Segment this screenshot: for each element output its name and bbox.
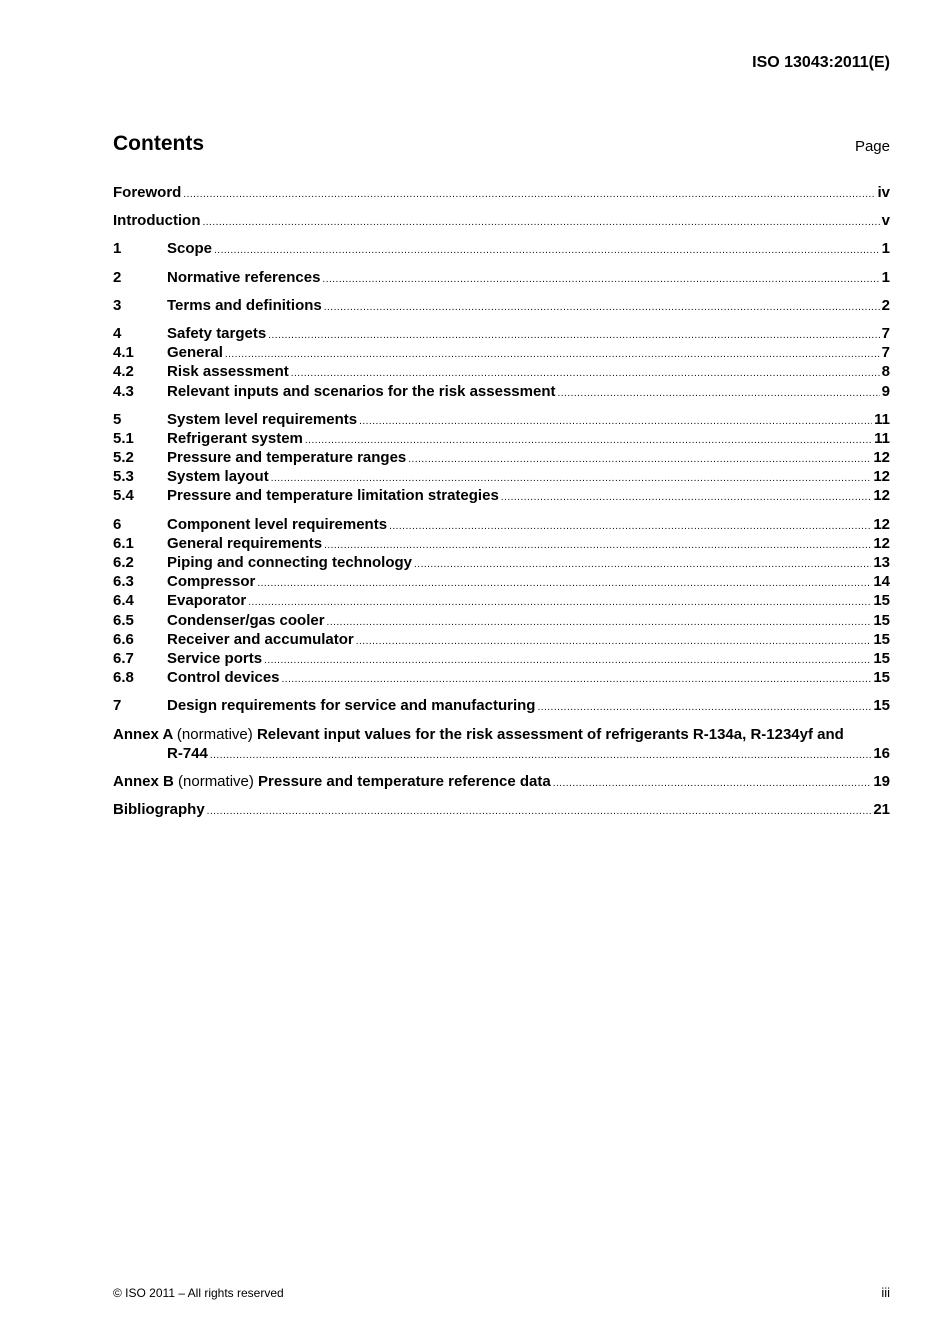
toc-entry-bibliography[interactable] <box>113 800 890 819</box>
toc-entry-page: 12 <box>873 449 890 467</box>
toc-entry-page: v <box>881 212 890 230</box>
toc-entry-page: 9 <box>881 382 890 400</box>
toc-entry-title: Component level requirements <box>167 515 388 533</box>
toc-entry-page: 16 <box>873 744 890 762</box>
annex-b-heading <box>113 772 551 791</box>
toc-entry-6-3[interactable] <box>113 572 890 591</box>
dot-leader <box>322 270 879 289</box>
table-of-contents <box>113 183 890 819</box>
contents-title: Contents <box>113 132 204 155</box>
annex-title: Pressure and temperature reference data <box>258 772 551 790</box>
toc-entry-page: 14 <box>873 573 890 591</box>
toc-entry-page: 15 <box>873 630 890 648</box>
dot-leader <box>257 574 871 593</box>
toc-entry-number: 5 <box>113 410 122 428</box>
toc-entry-title: Pressure and temperature limitation strategies <box>167 487 499 505</box>
toc-entry-6-1[interactable] <box>113 534 890 553</box>
dot-leader <box>225 345 880 364</box>
toc-entry-title: Risk assessment <box>167 363 289 381</box>
toc-entry-page: 15 <box>873 697 890 715</box>
toc-entry-title: Relevant inputs and scenarios for the risk assessment <box>167 382 556 400</box>
toc-entry-number: 6.1 <box>113 534 134 552</box>
dot-leader <box>264 651 871 670</box>
copyright-notice: © ISO 2011 – All rights reserved <box>113 1286 284 1300</box>
toc-entry-title: Design requirements for service and manufacturing <box>167 697 536 715</box>
toc-entry-number: 6.2 <box>113 554 134 571</box>
dot-leader <box>408 450 871 469</box>
dot-leader <box>248 593 871 612</box>
toc-entry-number: 6.7 <box>113 649 134 667</box>
dot-leader <box>202 213 879 232</box>
toc-entry-title: Safety targets <box>167 324 267 342</box>
dot-leader <box>359 412 872 431</box>
toc-entry-page: 7 <box>881 344 890 362</box>
toc-entry-6[interactable] <box>113 515 890 534</box>
toc-entry-number: 5.3 <box>113 468 134 486</box>
toc-entry-page: 11 <box>874 429 890 447</box>
toc-entry-title: Service ports <box>167 649 263 667</box>
toc-entry-number: 6.6 <box>113 630 134 648</box>
toc-entry-number: 6.3 <box>113 573 134 591</box>
toc-entry-4-3[interactable] <box>113 382 890 401</box>
annex-label: Annex A <box>113 725 173 743</box>
toc-entry-number: 3 <box>113 296 122 314</box>
toc-entry-number: 5.2 <box>113 449 134 467</box>
toc-entry-page: 19 <box>873 772 890 790</box>
toc-entry-page: 12 <box>873 534 890 552</box>
toc-entry-title: Control devices <box>167 669 280 687</box>
toc-entry-6-4[interactable] <box>113 591 890 610</box>
toc-entry-number: 5.4 <box>113 487 134 505</box>
toc-entry-7[interactable] <box>113 696 890 715</box>
toc-entry-number: 4.1 <box>113 344 134 362</box>
dot-leader <box>356 632 872 651</box>
toc-entry-number: 6.8 <box>113 669 134 687</box>
dot-leader <box>214 241 880 260</box>
toc-entry-4-2[interactable] <box>113 362 890 381</box>
toc-entry-number: 4.3 <box>113 382 134 400</box>
toc-entry-annex-b[interactable] <box>113 772 890 791</box>
annex-type: (normative) <box>176 725 253 743</box>
toc-entry-title: System layout <box>167 468 269 486</box>
toc-entry-5[interactable] <box>113 410 890 429</box>
toc-entry-page: iv <box>877 184 890 201</box>
toc-entry-title: Scope <box>167 240 213 258</box>
toc-entry-page: 2 <box>881 296 890 314</box>
toc-entry-number: 6.5 <box>113 611 134 629</box>
toc-entry-5-1[interactable] <box>113 429 890 448</box>
dot-leader <box>414 555 871 574</box>
toc-entry-number: 6 <box>113 515 122 533</box>
toc-entry-page: 7 <box>881 324 890 342</box>
toc-entry-title: Condenser/gas cooler <box>167 611 325 629</box>
toc-entry-title: Pressure and temperature ranges <box>167 449 407 467</box>
toc-entry-4-1[interactable] <box>113 343 890 362</box>
dot-leader <box>553 774 872 793</box>
toc-entry-title: Evaporator <box>167 592 247 610</box>
toc-entry-title: Bibliography <box>113 801 205 819</box>
page-number: iii <box>881 1285 890 1300</box>
toc-entry-5-2[interactable] <box>113 448 890 467</box>
toc-entry-page: 8 <box>881 363 890 381</box>
toc-entry-number: 2 <box>113 268 122 286</box>
toc-entry-title: Terms and definitions <box>167 296 322 314</box>
dot-leader <box>207 802 872 821</box>
toc-entry-title: Introduction <box>113 212 201 230</box>
toc-entry-page: 12 <box>873 468 890 486</box>
toc-entry-title: Foreword <box>113 184 182 201</box>
dot-leader <box>183 185 875 204</box>
annex-label: Annex B <box>113 772 174 790</box>
toc-entry-page: 13 <box>873 554 890 571</box>
toc-entry-page: 1 <box>881 240 890 258</box>
toc-entry-2[interactable] <box>113 268 890 287</box>
toc-entry-title: System level requirements <box>167 410 358 428</box>
toc-entry-1[interactable] <box>113 239 890 258</box>
toc-entry-annex-a[interactable] <box>113 725 890 763</box>
annex-title-continued: R-744 <box>167 744 208 762</box>
toc-entry-6-7[interactable] <box>113 649 890 668</box>
toc-entry-6-8[interactable] <box>113 668 890 687</box>
toc-entry-number: 4 <box>113 324 122 342</box>
toc-entry-number: 4.2 <box>113 363 134 381</box>
toc-entry-title: Compressor <box>167 573 256 591</box>
page-column-label: Page <box>854 138 890 155</box>
toc-entry-6-5[interactable] <box>113 611 890 630</box>
toc-entry-title: General requirements <box>167 534 323 552</box>
toc-entry-number: 6.4 <box>113 592 134 610</box>
toc-entry-5-3[interactable] <box>113 467 890 486</box>
toc-entry-title: Normative references <box>167 268 321 286</box>
toc-entry-introduction[interactable] <box>113 211 890 230</box>
dot-leader <box>268 326 879 345</box>
toc-entry-page: 21 <box>873 801 890 819</box>
toc-entry-6-2[interactable] <box>113 553 890 572</box>
dot-leader <box>389 517 871 536</box>
toc-entry-3[interactable] <box>113 296 890 315</box>
toc-entry-page: 12 <box>873 515 890 533</box>
toc-entry-foreword[interactable] <box>113 183 890 202</box>
dot-leader <box>324 298 880 317</box>
dot-leader <box>210 746 871 765</box>
toc-entry-number: 7 <box>113 697 122 715</box>
toc-entry-page: 15 <box>873 611 890 629</box>
toc-entry-page: 15 <box>873 592 890 610</box>
dot-leader <box>327 613 872 632</box>
annex-title: Relevant input values for the risk assessment of refrigerants R-134a, R-1234yf and <box>256 725 844 743</box>
toc-entry-page: 1 <box>881 268 890 286</box>
toc-entry-title: Piping and connecting technology <box>167 554 413 571</box>
toc-entry-4[interactable] <box>113 324 890 343</box>
toc-entry-title: Refrigerant system <box>167 429 303 447</box>
dot-leader <box>282 670 872 689</box>
toc-entry-title: General <box>167 344 223 362</box>
toc-entry-number: 5.1 <box>113 429 134 447</box>
toc-entry-number: 1 <box>113 240 122 258</box>
annex-type: (normative) <box>178 772 254 790</box>
toc-entry-5-4[interactable] <box>113 486 890 505</box>
dot-leader <box>537 698 871 717</box>
dot-leader <box>501 488 872 507</box>
toc-entry-6-6[interactable] <box>113 630 890 649</box>
toc-entry-page: 15 <box>873 669 890 687</box>
toc-entry-page: 11 <box>874 410 890 428</box>
dot-leader <box>557 384 879 403</box>
toc-entry-title: Receiver and accumulator <box>167 630 354 648</box>
toc-entry-page: 15 <box>873 649 890 667</box>
toc-entry-page: 12 <box>873 487 890 505</box>
document-id: ISO 13043:2011(E) <box>752 54 890 71</box>
